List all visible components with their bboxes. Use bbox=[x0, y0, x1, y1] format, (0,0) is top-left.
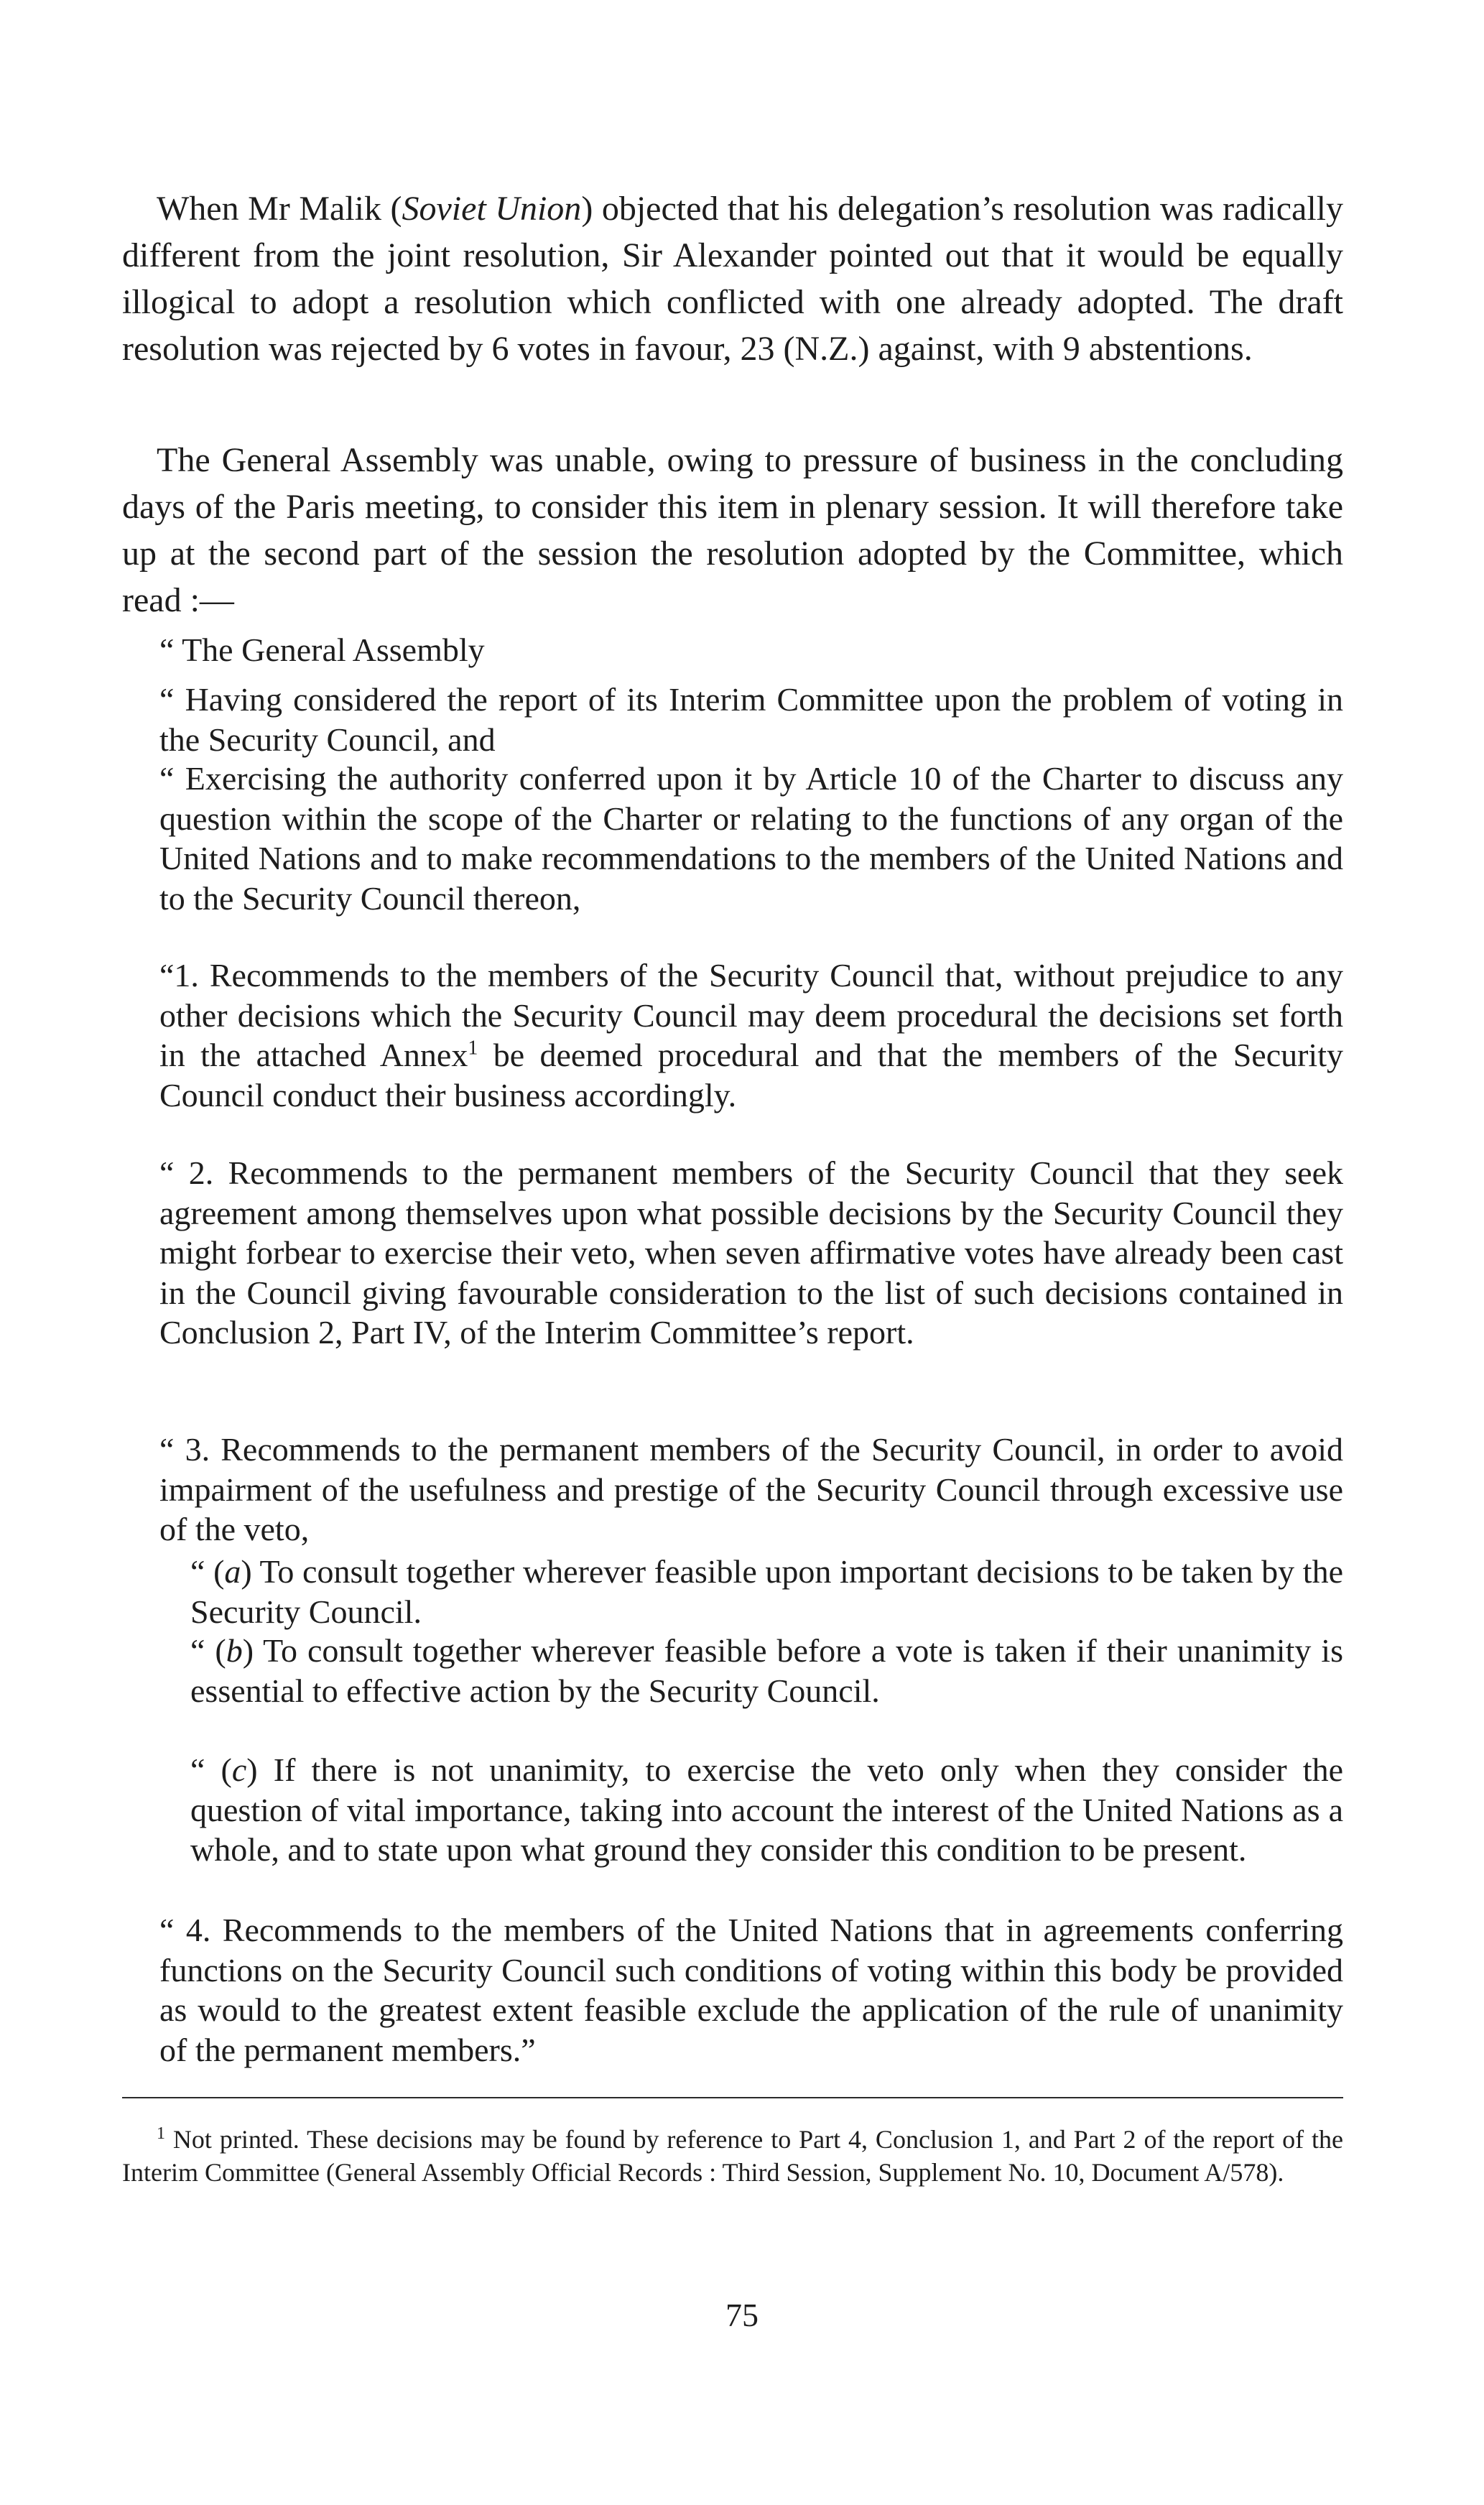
paragraph-general-assembly: The General Assembly was unable, owing to pressure of business in the concluding days of the Paris meeting, to consider this item in plenary session. It will therefore take up at the second part of the session the resolution adopted by the Committee, which read :— bbox=[122, 441, 1343, 619]
italic-country: Soviet Union bbox=[402, 190, 582, 228]
resolution-item-2: “ 2. Recommends to the permanent members of the Security Council that they seek agreement among themselves upon what possible decisions by the Security Council they might forbear to exercise their veto, when seven affirmative votes have already been cast in the Council giving favourable consideration to the list of such decisions contained in Conclusion 2, Part IV, of the Interim Committee’s report. bbox=[159, 1154, 1343, 1351]
sub-letter: b bbox=[226, 1632, 243, 1669]
resolution-item-1 bbox=[159, 955, 1343, 1115]
footnote-text: Not printed. These decisions may be found by reference to Part 4, Conclusion 1, and Part 2 of the report of the Interim Committee (General Assembly Official Records : Third Session, Supplement No. 10, Document A/578). bbox=[122, 2125, 1344, 2187]
quote-open: “ ( bbox=[190, 1751, 232, 1788]
footnote-divider bbox=[122, 2097, 1343, 2098]
footnote-marker: 1 bbox=[157, 2124, 165, 2143]
resolution-item-4: “ 4. Recommends to the members of the United Nations that in agreements conferring functions on the Security Council such conditions of voting within this body be provided as would to the greatest extent feasible exclude the application of the rule of unanimity of the permanent members.” bbox=[159, 1912, 1343, 2068]
resolution-item-3: “ 3. Recommends to the permanent members of the Security Council, in order to avoid impairment of the usefulness and prestige of the Security Council through excessive use of the veto, bbox=[159, 1431, 1343, 1547]
resolution-heading: “ The General Assembly bbox=[159, 631, 485, 668]
resolution-item-3c bbox=[190, 1750, 1343, 1870]
item-1-text-cont: be deemed procedural and that the members of the Security Council conduct their business accordingly. bbox=[159, 1037, 1343, 1113]
paragraph-malik-objection bbox=[122, 185, 1343, 372]
resolution-item-3b bbox=[190, 1631, 1343, 1710]
resolution-exercising: “ Exercising the authority conferred upon it by Article 10 of the Charter to discuss any question within the scope of the Charter or relating to the functions of any organ of the United Nations and to make recommendations to the members of the United Nations and to the Security Council thereon, bbox=[159, 760, 1343, 917]
resolution-item-3a bbox=[190, 1552, 1343, 1631]
sub-letter: c bbox=[231, 1751, 247, 1788]
sub-text: ) To consult together wherever feasible before a vote is taken if their unanimity is essential to effective action by the Security Council. bbox=[190, 1632, 1343, 1709]
quote-open: “ ( bbox=[190, 1553, 225, 1590]
quote-open: “ ( bbox=[190, 1632, 226, 1669]
item-1-text: “1. Recommends to the members of the Security Council that, without prejudice to any other decisions which the Security Council may deem procedural the decisions set forth in the attached Annex bbox=[159, 957, 1343, 1073]
sub-text: ) To consult together wherever feasible upon important decisions to be taken by the Security Council. bbox=[190, 1553, 1343, 1630]
sub-text: ) If there is not unanimity, to exercise the veto only when they consider the question of vital importance, taking into account the interest of the United Nations as a whole, and to state upon what ground they consider this condition to be present. bbox=[190, 1751, 1343, 1868]
page-number: 75 bbox=[725, 2297, 759, 2333]
footnote-reference: 1 bbox=[468, 1037, 478, 1060]
sub-letter: a bbox=[224, 1553, 241, 1590]
paragraph-text: When Mr Malik ( bbox=[157, 190, 402, 228]
paragraph-text: ) objected that his delegation’s resolution was radically different from the joint resolution, Sir Alexander pointed out that it would be equally illogical to adopt a resolution which conflicted with one already adopted. The draft resolution was rejected by 6 votes in favour, 23 (N.Z.) against, with 9 abstentions. bbox=[122, 190, 1344, 368]
footnote bbox=[122, 2123, 1343, 2189]
resolution-having-considered: “ Having considered the report of its Interim Committee upon the problem of voting in the Security Council, and bbox=[159, 681, 1343, 758]
